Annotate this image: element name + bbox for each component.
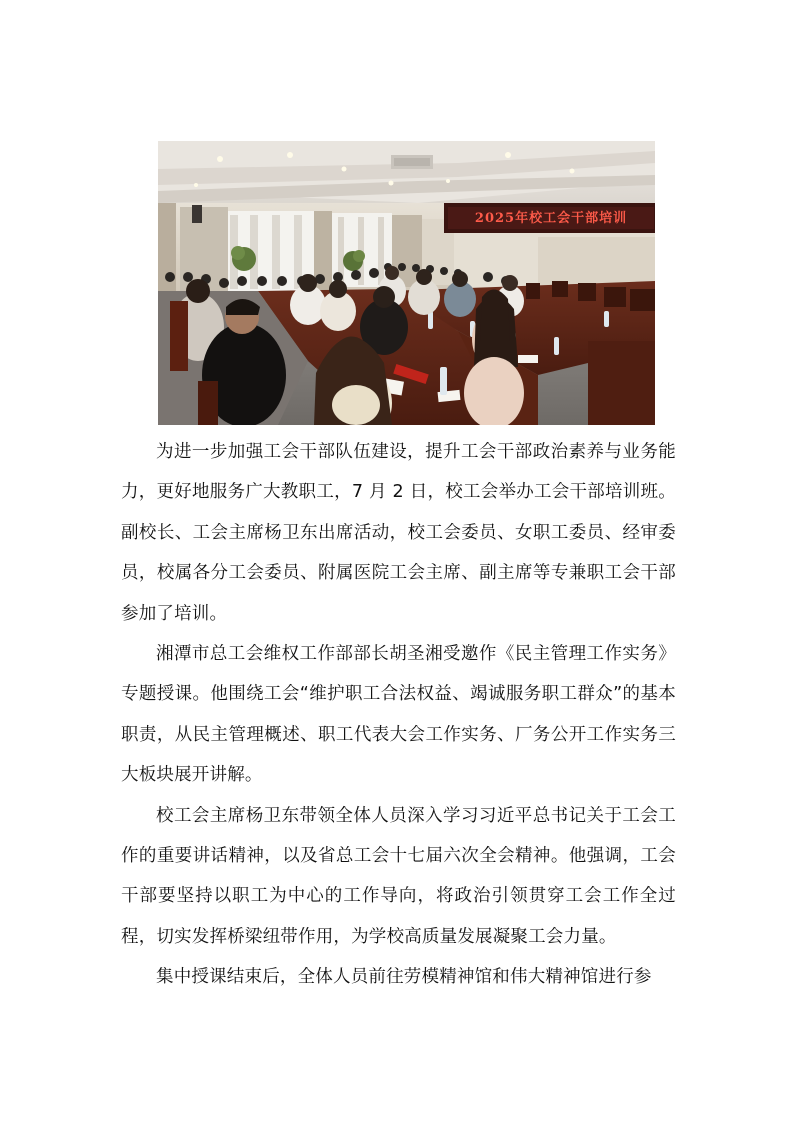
article-paragraph: 集中授课结束后，全体人员前往劳模精神馆和伟大精神馆进行参 (156, 967, 652, 988)
banner-text: 2025年校工会干部培训 (474, 211, 628, 226)
article-paragraph: 为进一步加强工会干部队伍建设，提升工会干部政治素养与业务能力，更好地服务广大教职工，7 月 2 日，校工会举办工会干部培训班。副校长、工会主席杨卫东出席活动，校工会委员、女职工委员、经审委员，校属各分工会委员、附属医院工会主席、副主席等专兼职工会干部参加了培训。 (121, 442, 676, 624)
article-paragraph: 校工会主席杨卫东带领全体人员深入学习习近平总书记关于工会工作的重要讲话精神，以及省总工会十七届六次全会精神。他强调，工会干部要坚持以职工为中心的工作导向，将政治引领贯穿工会工作全过程，切实发挥桥梁纽带作用，为学校高质量发展凝聚工会力量。 (121, 805, 676, 947)
article-paragraph: 湘潭市总工会维权工作部部长胡圣湘受邀作《民主管理工作实务》专题授课。他围绕工会“维护职工合法权益、竭诚服务职工群众”的基本职责，从民主管理概述、职工代表大会工作实务、厂务公开工作实务三大板块展开讲解。 (121, 644, 676, 786)
meeting-photo-illustration (158, 141, 655, 425)
meeting-photo (158, 141, 655, 425)
article-body (121, 432, 676, 998)
